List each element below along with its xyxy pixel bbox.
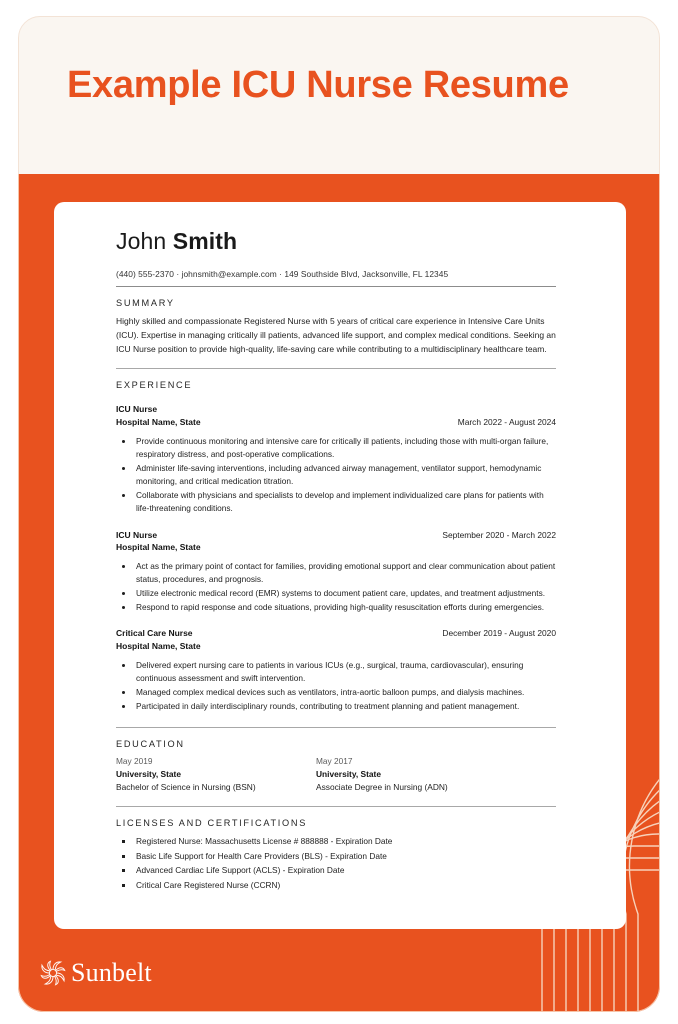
summary-text: Highly skilled and compassionate Registered Nurse with 5 years of critical care experience in Intensive Care Units (ICU). Expertise in managing critically ill patients, advanced life support, and complex medical conditions. Seeking an ICU Nurse position to provide high-quality, life-saving care while contributing to a multidisciplinary healthcare team. xyxy=(116,316,556,354)
experience-header xyxy=(116,627,556,652)
experience-employer: Hospital Name, State xyxy=(116,640,201,651)
experience-employer: Hospital Name, State xyxy=(116,541,201,552)
resume-content xyxy=(116,224,556,894)
education-school: University, State xyxy=(116,768,182,779)
education-school: University, State xyxy=(316,768,382,779)
section-heading-summary: SUMMARY xyxy=(116,298,175,308)
contact-line: (440) 555-2370 · johnsmith@example.com · 149 Southside Blvd, Jacksonville, FL 12345 xyxy=(116,269,449,279)
list-item: • Provide continuous monitoring and intensive care for critically ill patients, including those with multi-organ failure, respiratory distress, and post-operative complications. xyxy=(134,435,556,462)
page-title: Example ICU Nurse Resume xyxy=(67,64,569,106)
sunbelt-wordmark: Sunbelt xyxy=(71,958,152,987)
list-item: • Utilize electronic medical record (EMR) systems to document patient care, updates, and treatment adjustments. xyxy=(134,587,556,600)
education-entry xyxy=(116,756,316,792)
section-heading-experience: EXPERIENCE xyxy=(116,380,193,391)
experience-header xyxy=(116,529,556,554)
education-grid xyxy=(116,756,556,792)
education-date: May 2017 xyxy=(316,755,353,766)
experience-entry xyxy=(116,627,556,713)
section-heading-licenses: LICENSES AND CERTIFICATIONS xyxy=(116,817,308,828)
list-item: • Act as the primary point of contact for families, providing emotional support and clear communication about patient status, procedures, and prognosis. xyxy=(134,560,556,587)
education-entry xyxy=(316,756,516,792)
list-item: • Respond to rapid response and code situations, providing high-quality resuscitation efforts during emergencies. xyxy=(134,601,556,614)
education-degree: Bachelor of Science in Nursing (BSN) xyxy=(116,781,256,792)
experience-header xyxy=(116,403,556,428)
experience-divider xyxy=(116,727,556,728)
education-degree: Associate Degree in Nursing (ADN) xyxy=(316,781,448,792)
sun-swirl-icon xyxy=(40,960,66,986)
contact-divider xyxy=(116,286,556,287)
list-item: ▪ Registered Nurse: Massachusetts License # 888888 - Expiration Date xyxy=(134,835,556,848)
section-heading-education: EDUCATION xyxy=(116,738,185,749)
experience-entry xyxy=(116,529,556,615)
summary-divider xyxy=(116,368,556,369)
resume-card xyxy=(54,202,626,929)
list-item: ▪ Basic Life Support for Health Care Providers (BLS) - Expiration Date xyxy=(134,850,556,863)
experience-dates: September 2020 - March 2022 xyxy=(442,529,556,540)
experience-employer: Hospital Name, State xyxy=(116,416,201,427)
education-divider xyxy=(116,806,556,807)
list-item: • Managed complex medical devices such as ventilators, intra-aortic balloon pumps, and dialysis machines. xyxy=(134,686,556,699)
list-item: • Administer life-saving interventions, including advanced airway management, ventilator support, hemodynamic monitoring, and critical medication titration. xyxy=(134,462,556,489)
candidate-last-name: Smith xyxy=(172,228,238,254)
sunbelt-logo xyxy=(40,960,152,986)
list-item: ▪ Advanced Cardiac Life Support (ACLS) - Expiration Date xyxy=(134,864,556,877)
experience-title: Critical Care Nurse xyxy=(116,628,193,639)
experience-bullet-list xyxy=(116,560,556,614)
experience-entry xyxy=(116,403,556,515)
list-item: ▪ Critical Care Registered Nurse (CCRN) xyxy=(134,879,556,892)
experience-dates: December 2019 - August 2020 xyxy=(442,628,556,639)
list-item: • Collaborate with physicians and specialists to develop and implement individualized care plans for patients with life-threatening conditions. xyxy=(134,489,556,516)
experience-bullet-list xyxy=(116,659,556,713)
list-item: • Delivered expert nursing care to patients in various ICUs (e.g., surgical, trauma, cardiovascular), ensuring continuous assessment and swift intervention. xyxy=(134,659,556,686)
experience-bullet-list xyxy=(116,435,556,516)
candidate-name xyxy=(116,224,556,255)
education-date: May 2019 xyxy=(116,755,153,766)
experience-title: ICU Nurse xyxy=(116,404,158,415)
experience-dates: March 2022 - August 2024 xyxy=(457,417,556,428)
header-band xyxy=(0,0,678,180)
licenses-list xyxy=(116,835,556,893)
candidate-first-name: John xyxy=(116,228,167,254)
experience-title: ICU Nurse xyxy=(116,529,158,540)
list-item: • Participated in daily interdisciplinary rounds, contributing to treatment planning and patient management. xyxy=(134,700,556,713)
